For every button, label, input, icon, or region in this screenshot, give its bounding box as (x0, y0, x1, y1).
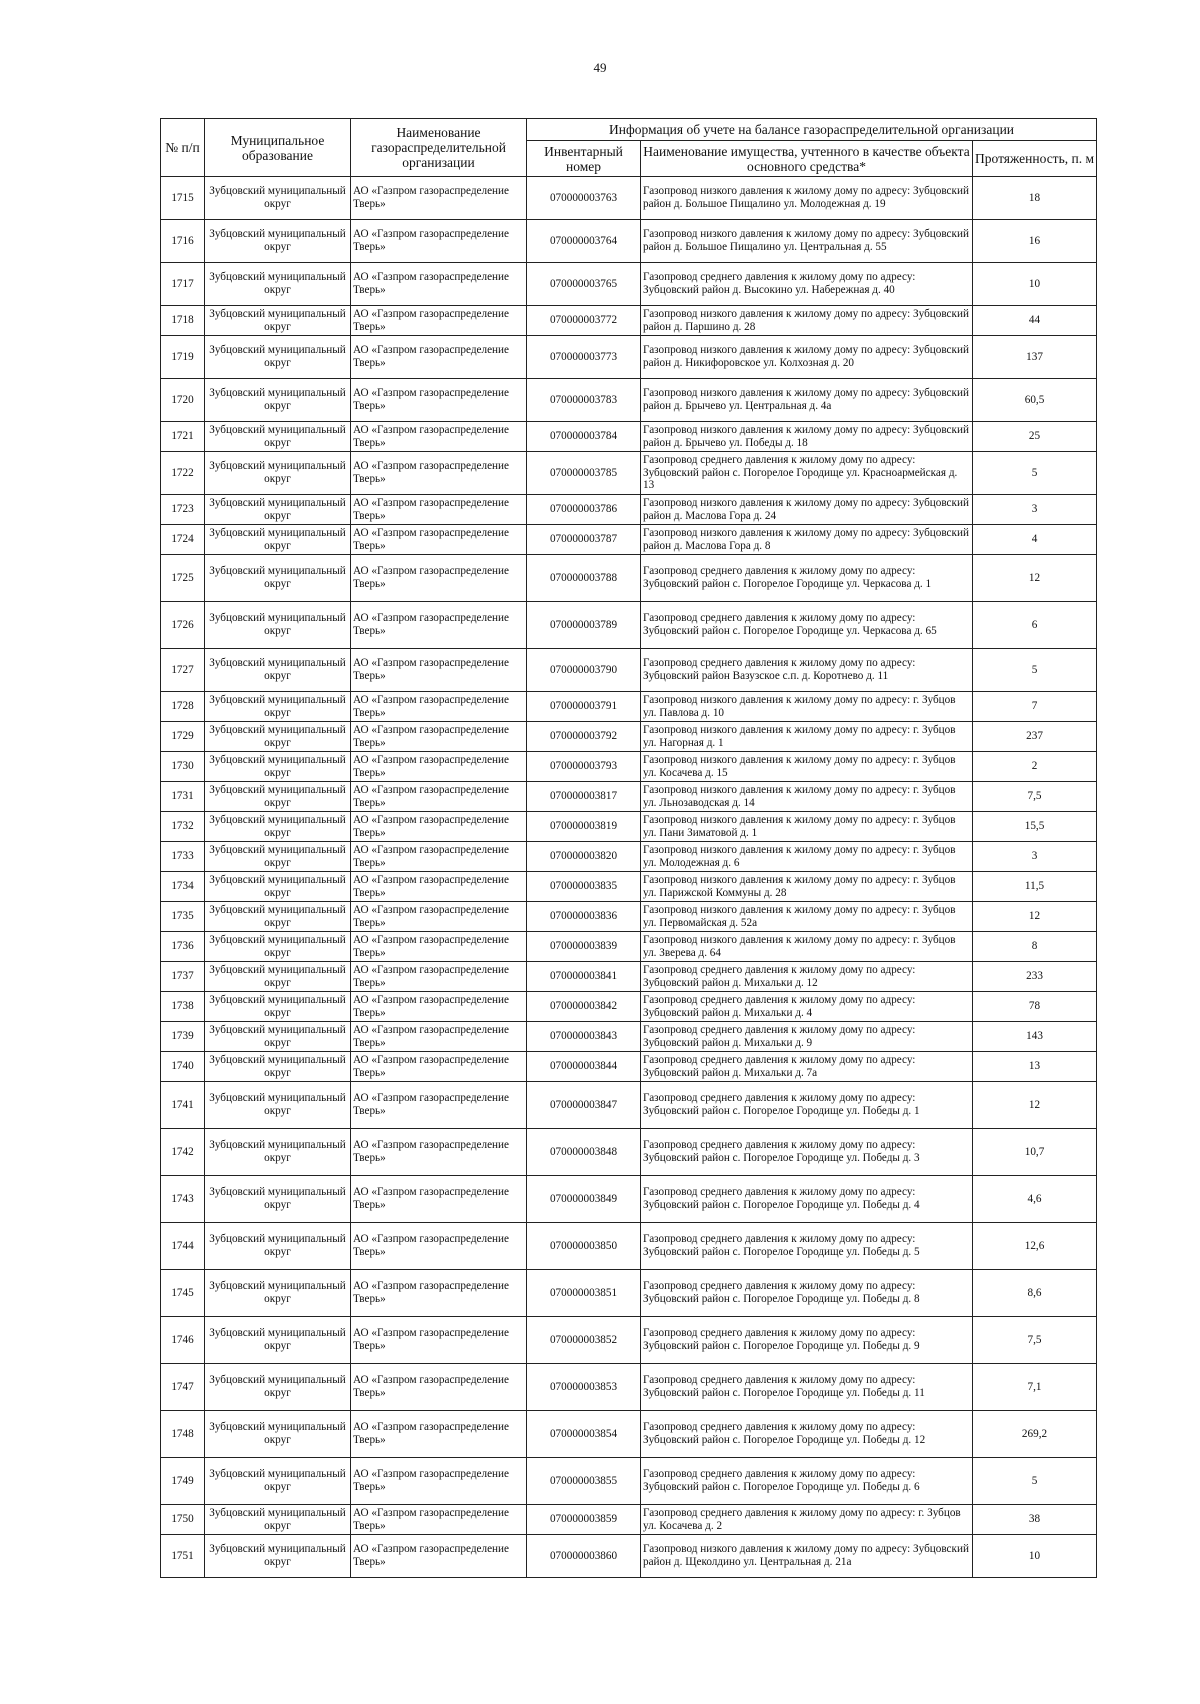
length-cell: 7,5 (973, 782, 1097, 812)
object-name-cell: Газопровод среднего давления к жилому дому по адресу: Зубцовский район с. Погорелое Городище ул. Победы д. 3 (641, 1129, 973, 1176)
row-number-cell: 1724 (161, 525, 205, 555)
object-name-cell: Газопровод низкого давления к жилому дому по адресу: г. Зубцов ул. Павлова д. 10 (641, 692, 973, 722)
table-row (161, 220, 1097, 263)
row-number-cell: 1725 (161, 555, 205, 602)
length-cell: 7,5 (973, 1317, 1097, 1364)
length-cell: 8 (973, 932, 1097, 962)
inventory-number-cell: 070000003850 (527, 1223, 641, 1270)
inventory-number-cell: 070000003793 (527, 752, 641, 782)
object-name-cell: Газопровод низкого давления к жилому дому по адресу: Зубцовский район д. Брычево ул. Центральная д. 4а (641, 379, 973, 422)
organization-cell: АО «Газпром газораспределение Тверь» (351, 220, 527, 263)
municipality-cell: Зубцовский муниципальный округ (205, 1411, 351, 1458)
municipality-cell: Зубцовский муниципальный округ (205, 495, 351, 525)
row-number-cell: 1731 (161, 782, 205, 812)
table-row (161, 1458, 1097, 1505)
organization-cell: АО «Газпром газораспределение Тверь» (351, 379, 527, 422)
row-number-cell: 1744 (161, 1223, 205, 1270)
table-row (161, 495, 1097, 525)
organization-cell: АО «Газпром газораспределение Тверь» (351, 932, 527, 962)
table-row (161, 752, 1097, 782)
inventory-number-cell: 070000003849 (527, 1176, 641, 1223)
row-number-cell: 1732 (161, 812, 205, 842)
row-number-cell: 1736 (161, 932, 205, 962)
row-number-cell: 1738 (161, 992, 205, 1022)
municipality-cell: Зубцовский муниципальный округ (205, 306, 351, 336)
organization-cell: АО «Газпром газораспределение Тверь» (351, 649, 527, 692)
table-row (161, 1317, 1097, 1364)
object-name-cell: Газопровод низкого давления к жилому дому по адресу: Зубцовский район д. Большое Пищалино ул. Молодежная д. 19 (641, 177, 973, 220)
inventory-number-cell: 070000003765 (527, 263, 641, 306)
object-name-cell: Газопровод среднего давления к жилому дому по адресу: Зубцовский район д. Михальки д. 9 (641, 1022, 973, 1052)
length-cell: 11,5 (973, 872, 1097, 902)
organization-cell: АО «Газпром газораспределение Тверь» (351, 602, 527, 649)
header-object: Наименование имущества, учтенного в качестве объекта основного средства* (641, 141, 973, 177)
inventory-number-cell: 070000003791 (527, 692, 641, 722)
organization-cell: АО «Газпром газораспределение Тверь» (351, 1129, 527, 1176)
header-balance-info: Информация об учете на балансе газораспределительной организации (527, 119, 1097, 141)
object-name-cell: Газопровод среднего давления к жилому дому по адресу: Зубцовский район с. Погорелое Городище ул. Победы д. 9 (641, 1317, 973, 1364)
object-name-cell: Газопровод среднего давления к жилому дому по адресу: Зубцовский район с. Погорелое Городище ул. Победы д. 8 (641, 1270, 973, 1317)
header-inventory: Инвентарный номер (527, 141, 641, 177)
length-cell: 6 (973, 602, 1097, 649)
row-number-cell: 1716 (161, 220, 205, 263)
object-name-cell: Газопровод среднего давления к жилому дому по адресу: г. Зубцов ул. Косачева д. 2 (641, 1505, 973, 1535)
length-cell: 7,1 (973, 1364, 1097, 1411)
organization-cell: АО «Газпром газораспределение Тверь» (351, 872, 527, 902)
object-name-cell: Газопровод низкого давления к жилому дому по адресу: Зубцовский район д. Маслова Гора д. 24 (641, 495, 973, 525)
row-number-cell: 1748 (161, 1411, 205, 1458)
length-cell: 10 (973, 1535, 1097, 1578)
table-row (161, 932, 1097, 962)
municipality-cell: Зубцовский муниципальный округ (205, 1052, 351, 1082)
table-row (161, 962, 1097, 992)
inventory-number-cell: 070000003789 (527, 602, 641, 649)
municipality-cell: Зубцовский муниципальный округ (205, 525, 351, 555)
organization-cell: АО «Газпром газораспределение Тверь» (351, 842, 527, 872)
table-header (161, 119, 1097, 177)
inventory-number-cell: 070000003819 (527, 812, 641, 842)
length-cell: 60,5 (973, 379, 1097, 422)
organization-cell: АО «Газпром газораспределение Тверь» (351, 1176, 527, 1223)
row-number-cell: 1722 (161, 452, 205, 495)
organization-cell: АО «Газпром газораспределение Тверь» (351, 495, 527, 525)
municipality-cell: Зубцовский муниципальный округ (205, 752, 351, 782)
municipality-cell: Зубцовский муниципальный округ (205, 555, 351, 602)
object-name-cell: Газопровод среднего давления к жилому дому по адресу: Зубцовский район с. Погорелое Городище ул. Черкасова д. 1 (641, 555, 973, 602)
table-row (161, 992, 1097, 1022)
row-number-cell: 1751 (161, 1535, 205, 1578)
organization-cell: АО «Газпром газораспределение Тверь» (351, 782, 527, 812)
municipality-cell: Зубцовский муниципальный округ (205, 932, 351, 962)
organization-cell: АО «Газпром газораспределение Тверь» (351, 555, 527, 602)
municipality-cell: Зубцовский муниципальный округ (205, 1270, 351, 1317)
header-municipality: Муниципальное образование (205, 119, 351, 177)
inventory-number-cell: 070000003787 (527, 525, 641, 555)
inventory-number-cell: 070000003839 (527, 932, 641, 962)
row-number-cell: 1719 (161, 336, 205, 379)
organization-cell: АО «Газпром газораспределение Тверь» (351, 1052, 527, 1082)
table-row (161, 1223, 1097, 1270)
length-cell: 12 (973, 902, 1097, 932)
municipality-cell: Зубцовский муниципальный округ (205, 1364, 351, 1411)
table-row (161, 1535, 1097, 1578)
row-number-cell: 1746 (161, 1317, 205, 1364)
object-name-cell: Газопровод низкого давления к жилому дому по адресу: Зубцовский район д. Щеколдино ул. Центральная д. 21а (641, 1535, 973, 1578)
length-cell: 10,7 (973, 1129, 1097, 1176)
row-number-cell: 1740 (161, 1052, 205, 1082)
table-row (161, 602, 1097, 649)
inventory-number-cell: 070000003792 (527, 722, 641, 752)
row-number-cell: 1737 (161, 962, 205, 992)
table-row (161, 902, 1097, 932)
municipality-cell: Зубцовский муниципальный округ (205, 1535, 351, 1578)
municipality-cell: Зубцовский муниципальный округ (205, 422, 351, 452)
organization-cell: АО «Газпром газораспределение Тверь» (351, 525, 527, 555)
inventory-number-cell: 070000003773 (527, 336, 641, 379)
table-row (161, 306, 1097, 336)
object-name-cell: Газопровод низкого давления к жилому дому по адресу: г. Зубцов ул. Пани Зиматовой д. 1 (641, 812, 973, 842)
organization-cell: АО «Газпром газораспределение Тверь» (351, 1411, 527, 1458)
inventory-number-cell: 070000003860 (527, 1535, 641, 1578)
table-row (161, 782, 1097, 812)
object-name-cell: Газопровод низкого давления к жилому дому по адресу: г. Зубцов ул. Первомайская д. 52а (641, 902, 973, 932)
organization-cell: АО «Газпром газораспределение Тверь» (351, 452, 527, 495)
row-number-cell: 1720 (161, 379, 205, 422)
municipality-cell: Зубцовский муниципальный округ (205, 902, 351, 932)
organization-cell: АО «Газпром газораспределение Тверь» (351, 1317, 527, 1364)
length-cell: 15,5 (973, 812, 1097, 842)
municipality-cell: Зубцовский муниципальный округ (205, 992, 351, 1022)
length-cell: 3 (973, 842, 1097, 872)
inventory-number-cell: 070000003784 (527, 422, 641, 452)
inventory-number-cell: 070000003785 (527, 452, 641, 495)
municipality-cell: Зубцовский муниципальный округ (205, 379, 351, 422)
organization-cell: АО «Газпром газораспределение Тверь» (351, 177, 527, 220)
organization-cell: АО «Газпром газораспределение Тверь» (351, 422, 527, 452)
municipality-cell: Зубцовский муниципальный округ (205, 1022, 351, 1052)
row-number-cell: 1745 (161, 1270, 205, 1317)
length-cell: 44 (973, 306, 1097, 336)
table-row (161, 1364, 1097, 1411)
object-name-cell: Газопровод среднего давления к жилому дому по адресу: Зубцовский район с. Погорелое Городище ул. Черкасова д. 65 (641, 602, 973, 649)
municipality-cell: Зубцовский муниципальный округ (205, 220, 351, 263)
object-name-cell: Газопровод низкого давления к жилому дому по адресу: Зубцовский район д. Маслова Гора д. 8 (641, 525, 973, 555)
gas-pipeline-register-table (160, 118, 1097, 1578)
municipality-cell: Зубцовский муниципальный округ (205, 842, 351, 872)
length-cell: 4,6 (973, 1176, 1097, 1223)
length-cell: 12,6 (973, 1223, 1097, 1270)
table-row (161, 525, 1097, 555)
row-number-cell: 1730 (161, 752, 205, 782)
municipality-cell: Зубцовский муниципальный округ (205, 649, 351, 692)
object-name-cell: Газопровод среднего давления к жилому дому по адресу: Зубцовский район с. Погорелое Городище ул. Победы д. 4 (641, 1176, 973, 1223)
inventory-number-cell: 070000003817 (527, 782, 641, 812)
inventory-number-cell: 070000003841 (527, 962, 641, 992)
municipality-cell: Зубцовский муниципальный округ (205, 812, 351, 842)
page-number: 49 (593, 60, 607, 75)
table-row (161, 1082, 1097, 1129)
municipality-cell: Зубцовский муниципальный округ (205, 722, 351, 752)
object-name-cell: Газопровод среднего давления к жилому дому по адресу: Зубцовский район д. Михальки д. 7а (641, 1052, 973, 1082)
object-name-cell: Газопровод среднего давления к жилому дому по адресу: Зубцовский район д. Высокино ул. Набережная д. 40 (641, 263, 973, 306)
table-row (161, 872, 1097, 902)
municipality-cell: Зубцовский муниципальный округ (205, 782, 351, 812)
object-name-cell: Газопровод низкого давления к жилому дому по адресу: Зубцовский район д. Никифоровское ул. Колхозная д. 20 (641, 336, 973, 379)
length-cell: 137 (973, 336, 1097, 379)
length-cell: 16 (973, 220, 1097, 263)
table-row (161, 649, 1097, 692)
length-cell: 3 (973, 495, 1097, 525)
table-row (161, 422, 1097, 452)
municipality-cell: Зубцовский муниципальный округ (205, 602, 351, 649)
municipality-cell: Зубцовский муниципальный округ (205, 263, 351, 306)
length-cell: 7 (973, 692, 1097, 722)
inventory-number-cell: 070000003835 (527, 872, 641, 902)
organization-cell: АО «Газпром газораспределение Тверь» (351, 1082, 527, 1129)
inventory-number-cell: 070000003790 (527, 649, 641, 692)
organization-cell: АО «Газпром газораспределение Тверь» (351, 902, 527, 932)
organization-cell: АО «Газпром газораспределение Тверь» (351, 1458, 527, 1505)
row-number-cell: 1726 (161, 602, 205, 649)
length-cell: 4 (973, 525, 1097, 555)
row-number-cell: 1742 (161, 1129, 205, 1176)
table-row (161, 1022, 1097, 1052)
table-row (161, 177, 1097, 220)
object-name-cell: Газопровод низкого давления к жилому дому по адресу: Зубцовский район д. Паршино д. 28 (641, 306, 973, 336)
municipality-cell: Зубцовский муниципальный округ (205, 1129, 351, 1176)
row-number-cell: 1747 (161, 1364, 205, 1411)
organization-cell: АО «Газпром газораспределение Тверь» (351, 722, 527, 752)
row-number-cell: 1739 (161, 1022, 205, 1052)
inventory-number-cell: 070000003788 (527, 555, 641, 602)
table-row (161, 555, 1097, 602)
length-cell: 12 (973, 1082, 1097, 1129)
organization-cell: АО «Газпром газораспределение Тверь» (351, 1022, 527, 1052)
table-row (161, 842, 1097, 872)
length-cell: 5 (973, 1458, 1097, 1505)
length-cell: 12 (973, 555, 1097, 602)
length-cell: 18 (973, 177, 1097, 220)
object-name-cell: Газопровод среднего давления к жилому дому по адресу: Зубцовский район с. Погорелое Городище ул. Победы д. 12 (641, 1411, 973, 1458)
length-cell: 143 (973, 1022, 1097, 1052)
table-row (161, 336, 1097, 379)
object-name-cell: Газопровод среднего давления к жилому дому по адресу: Зубцовский район д. Михальки д. 12 (641, 962, 973, 992)
inventory-number-cell: 070000003772 (527, 306, 641, 336)
object-name-cell: Газопровод низкого давления к жилому дому по адресу: г. Зубцов ул. Парижской Коммуны д. 28 (641, 872, 973, 902)
inventory-number-cell: 070000003847 (527, 1082, 641, 1129)
municipality-cell: Зубцовский муниципальный округ (205, 962, 351, 992)
header-num: № п/п (161, 119, 205, 177)
municipality-cell: Зубцовский муниципальный округ (205, 1505, 351, 1535)
object-name-cell: Газопровод среднего давления к жилому дому по адресу: Зубцовский район с. Погорелое Городище ул. Победы д. 5 (641, 1223, 973, 1270)
row-number-cell: 1733 (161, 842, 205, 872)
organization-cell: АО «Газпром газораспределение Тверь» (351, 263, 527, 306)
inventory-number-cell: 070000003764 (527, 220, 641, 263)
header-organization: Наименование газораспределительной организации (351, 119, 527, 177)
municipality-cell: Зубцовский муниципальный округ (205, 1176, 351, 1223)
length-cell: 2 (973, 752, 1097, 782)
object-name-cell: Газопровод среднего давления к жилому дому по адресу: Зубцовский район д. Михальки д. 4 (641, 992, 973, 1022)
row-number-cell: 1734 (161, 872, 205, 902)
length-cell: 5 (973, 649, 1097, 692)
inventory-number-cell: 070000003854 (527, 1411, 641, 1458)
municipality-cell: Зубцовский муниципальный округ (205, 1458, 351, 1505)
row-number-cell: 1750 (161, 1505, 205, 1535)
object-name-cell: Газопровод низкого давления к жилому дому по адресу: г. Зубцов ул. Зверева д. 64 (641, 932, 973, 962)
organization-cell: АО «Газпром газораспределение Тверь» (351, 692, 527, 722)
row-number-cell: 1717 (161, 263, 205, 306)
inventory-number-cell: 070000003842 (527, 992, 641, 1022)
length-cell: 5 (973, 452, 1097, 495)
inventory-number-cell: 070000003859 (527, 1505, 641, 1535)
row-number-cell: 1728 (161, 692, 205, 722)
object-name-cell: Газопровод низкого давления к жилому дому по адресу: г. Зубцов ул. Косачева д. 15 (641, 752, 973, 782)
table-row (161, 692, 1097, 722)
table-row (161, 1176, 1097, 1223)
object-name-cell: Газопровод среднего давления к жилому дому по адресу: Зубцовский район Вазузское с.п. д. Коротнево д. 11 (641, 649, 973, 692)
object-name-cell: Газопровод низкого давления к жилому дому по адресу: Зубцовский район д. Брычево ул. Победы д. 18 (641, 422, 973, 452)
inventory-number-cell: 070000003851 (527, 1270, 641, 1317)
row-number-cell: 1735 (161, 902, 205, 932)
length-cell: 25 (973, 422, 1097, 452)
organization-cell: АО «Газпром газораспределение Тверь» (351, 1270, 527, 1317)
municipality-cell: Зубцовский муниципальный округ (205, 692, 351, 722)
table-row (161, 812, 1097, 842)
municipality-cell: Зубцовский муниципальный округ (205, 452, 351, 495)
row-number-cell: 1743 (161, 1176, 205, 1223)
row-number-cell: 1718 (161, 306, 205, 336)
organization-cell: АО «Газпром газораспределение Тверь» (351, 752, 527, 782)
object-name-cell: Газопровод низкого давления к жилому дому по адресу: Зубцовский район д. Большое Пищалино ул. Центральная д. 55 (641, 220, 973, 263)
length-cell: 38 (973, 1505, 1097, 1535)
organization-cell: АО «Газпром газораспределение Тверь» (351, 1364, 527, 1411)
inventory-number-cell: 070000003853 (527, 1364, 641, 1411)
municipality-cell: Зубцовский муниципальный округ (205, 336, 351, 379)
table-row (161, 263, 1097, 306)
length-cell: 78 (973, 992, 1097, 1022)
table-row (161, 1411, 1097, 1458)
inventory-number-cell: 070000003848 (527, 1129, 641, 1176)
row-number-cell: 1727 (161, 649, 205, 692)
table-row (161, 379, 1097, 422)
municipality-cell: Зубцовский муниципальный округ (205, 1223, 351, 1270)
inventory-number-cell: 070000003844 (527, 1052, 641, 1082)
table-row (161, 1052, 1097, 1082)
inventory-number-cell: 070000003820 (527, 842, 641, 872)
municipality-cell: Зубцовский муниципальный округ (205, 872, 351, 902)
object-name-cell: Газопровод среднего давления к жилому дому по адресу: Зубцовский район с. Погорелое Городище ул. Победы д. 6 (641, 1458, 973, 1505)
table-body (161, 177, 1097, 1578)
table-row (161, 1270, 1097, 1317)
inventory-number-cell: 070000003836 (527, 902, 641, 932)
object-name-cell: Газопровод низкого давления к жилому дому по адресу: г. Зубцов ул. Льнозаводская д. 14 (641, 782, 973, 812)
row-number-cell: 1749 (161, 1458, 205, 1505)
row-number-cell: 1741 (161, 1082, 205, 1129)
table-row (161, 1505, 1097, 1535)
object-name-cell: Газопровод среднего давления к жилому дому по адресу: Зубцовский район с. Погорелое Городище ул. Победы д. 11 (641, 1364, 973, 1411)
table-row (161, 1129, 1097, 1176)
object-name-cell: Газопровод среднего давления к жилому дому по адресу: Зубцовский район с. Погорелое Городище ул. Красноармейская д. 13 (641, 452, 973, 495)
organization-cell: АО «Газпром газораспределение Тверь» (351, 962, 527, 992)
municipality-cell: Зубцовский муниципальный округ (205, 1082, 351, 1129)
organization-cell: АО «Газпром газораспределение Тверь» (351, 1535, 527, 1578)
municipality-cell: Зубцовский муниципальный округ (205, 1317, 351, 1364)
row-number-cell: 1721 (161, 422, 205, 452)
inventory-number-cell: 070000003783 (527, 379, 641, 422)
length-cell: 13 (973, 1052, 1097, 1082)
row-number-cell: 1729 (161, 722, 205, 752)
object-name-cell: Газопровод среднего давления к жилому дому по адресу: Зубцовский район с. Погорелое Городище ул. Победы д. 1 (641, 1082, 973, 1129)
inventory-number-cell: 070000003843 (527, 1022, 641, 1052)
length-cell: 8,6 (973, 1270, 1097, 1317)
inventory-number-cell: 070000003786 (527, 495, 641, 525)
inventory-number-cell: 070000003852 (527, 1317, 641, 1364)
organization-cell: АО «Газпром газораспределение Тверь» (351, 306, 527, 336)
length-cell: 10 (973, 263, 1097, 306)
object-name-cell: Газопровод низкого давления к жилому дому по адресу: г. Зубцов ул. Нагорная д. 1 (641, 722, 973, 752)
inventory-number-cell: 070000003855 (527, 1458, 641, 1505)
organization-cell: АО «Газпром газораспределение Тверь» (351, 336, 527, 379)
table-row (161, 452, 1097, 495)
row-number-cell: 1723 (161, 495, 205, 525)
length-cell: 233 (973, 962, 1097, 992)
length-cell: 269,2 (973, 1411, 1097, 1458)
organization-cell: АО «Газпром газораспределение Тверь» (351, 1223, 527, 1270)
length-cell: 237 (973, 722, 1097, 752)
table-row (161, 722, 1097, 752)
organization-cell: АО «Газпром газораспределение Тверь» (351, 992, 527, 1022)
organization-cell: АО «Газпром газораспределение Тверь» (351, 812, 527, 842)
municipality-cell: Зубцовский муниципальный округ (205, 177, 351, 220)
object-name-cell: Газопровод низкого давления к жилому дому по адресу: г. Зубцов ул. Молодежная д. 6 (641, 842, 973, 872)
row-number-cell: 1715 (161, 177, 205, 220)
header-length: Протяженность, п. м (973, 141, 1097, 177)
inventory-number-cell: 070000003763 (527, 177, 641, 220)
organization-cell: АО «Газпром газораспределение Тверь» (351, 1505, 527, 1535)
